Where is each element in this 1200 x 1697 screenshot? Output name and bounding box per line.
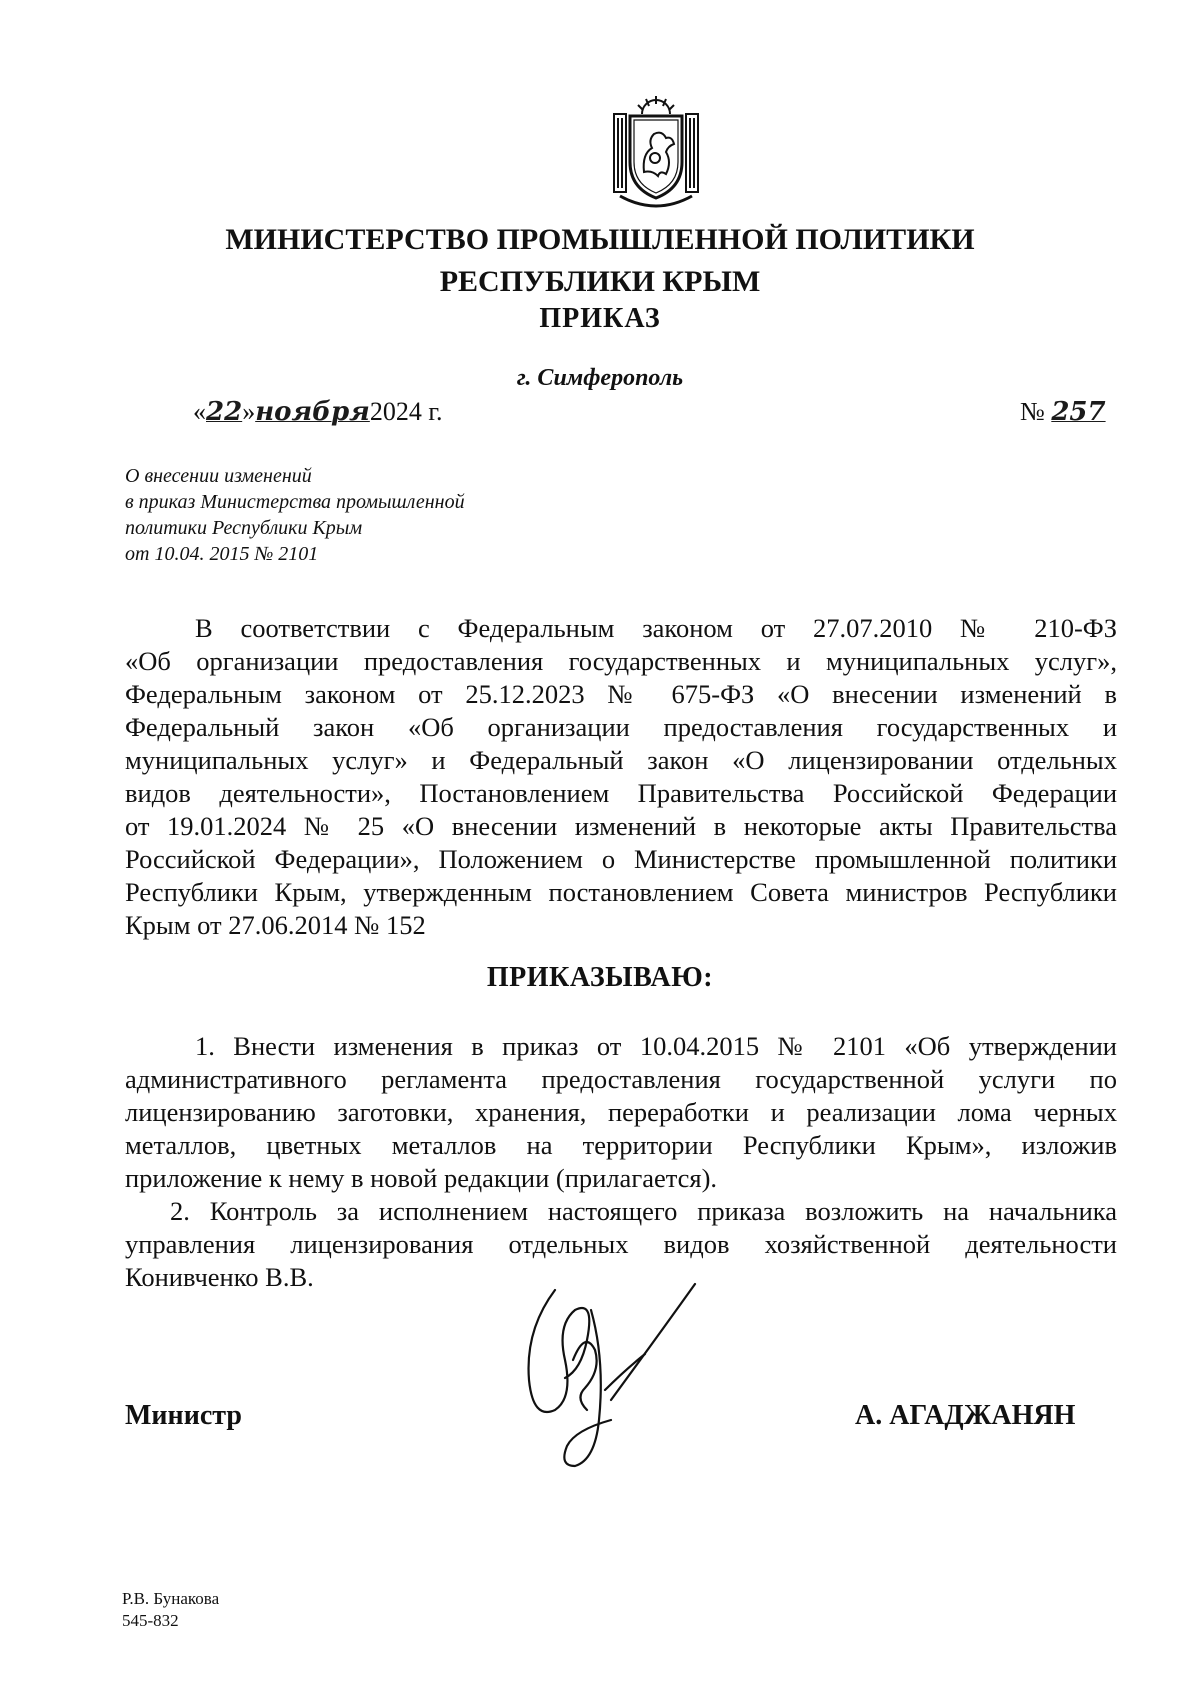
order-number (1020, 397, 1106, 427)
ministry-name-line-2: РЕСПУБЛИКИ КРЫМ (439, 265, 761, 298)
order-subject (125, 463, 585, 567)
date-year: 2024 г. (369, 397, 443, 426)
subject-line: политики Республики Крым (125, 517, 363, 539)
subject-line: от 10.04. 2015 № 2101 (125, 543, 319, 565)
order-date (193, 397, 443, 427)
date-month-handwritten: ноября (255, 397, 370, 427)
executor-name: Р.В. Бунакова (122, 1589, 220, 1608)
date-day-handwritten: 22 (206, 397, 243, 427)
coat-of-arms-emblem (608, 92, 704, 212)
preamble-line: муниципальных услуг» и Федеральный закон «О лицензировании отдельных (125, 745, 1117, 775)
document-type: ПРИКАЗ (539, 303, 661, 334)
number-sign: № (1020, 397, 1045, 426)
preamble-line: Российской Федерации», Положением о Министерстве промышленной политики (125, 844, 1117, 874)
item-1-line: лицензированию заготовки, хранения, переработки и реализации лома черных (125, 1097, 1117, 1127)
item-2-line: Конивченко В.В. (125, 1262, 314, 1292)
subject-line: в приказ Министерства промышленной (125, 491, 465, 513)
preamble-line: Федеральный закон «Об организации предоставления государственных и (125, 712, 1117, 742)
preamble-line: Республики Крым, утвержденным постановлением Совета министров Республики (125, 877, 1117, 907)
preamble-line: «Об организации предоставления государственных и муниципальных услуг», (125, 646, 1117, 676)
executor-info (122, 1588, 219, 1632)
date-close-quote: » (242, 397, 256, 426)
subject-line: О внесении изменений (125, 465, 312, 487)
preamble-line: В соответствии с Федеральным законом от 27.07.2010 № 210-ФЗ (195, 613, 1117, 643)
signer-name: А. АГАДЖАНЯН (855, 1400, 1076, 1431)
item-2-line: управления лицензирования отдельных видов хозяйственной деятельности (125, 1229, 1117, 1259)
preamble-line: Федеральным законом от 25.12.2023 № 675-ФЗ «О внесении изменений в (125, 679, 1117, 709)
order-heading: ПРИКАЗЫВАЮ: (486, 962, 714, 993)
preamble-line: Крым от 27.06.2014 № 152 (125, 910, 426, 940)
item-2-line: 2. Контроль за исполнением настоящего приказа возложить на начальника (170, 1196, 1117, 1226)
preamble-line: от 19.01.2024 № 25 «О внесении изменений в некоторые акты Правительства (125, 811, 1117, 841)
executor-phone: 545-832 (122, 1611, 179, 1630)
item-1-line: металлов, цветных металлов на территории Республики Крым», изложив (125, 1130, 1117, 1160)
item-1-line: приложение к нему в новой редакции (прилагается). (125, 1163, 718, 1193)
city: г. Симферополь (516, 365, 684, 391)
ministry-name-line-1: МИНИСТЕРСТВО ПРОМЫШЛЕННОЙ ПОЛИТИКИ (225, 223, 975, 256)
preamble-line: видов деятельности», Постановлением Правительства Российской Федерации (125, 778, 1117, 808)
order-items (125, 1030, 1117, 1294)
date-open-quote: « (193, 397, 206, 426)
preamble-paragraph (125, 612, 1117, 942)
handwritten-signature (515, 1270, 715, 1470)
item-1-line: административного регламента предоставления государственной услуги по (125, 1064, 1117, 1094)
item-1-line: 1. Внести изменения в приказ от 10.04.2015 № 2101 «Об утверждении (195, 1031, 1117, 1061)
number-value-handwritten: 257 (1051, 397, 1106, 427)
signer-position: Министр (125, 1400, 242, 1431)
